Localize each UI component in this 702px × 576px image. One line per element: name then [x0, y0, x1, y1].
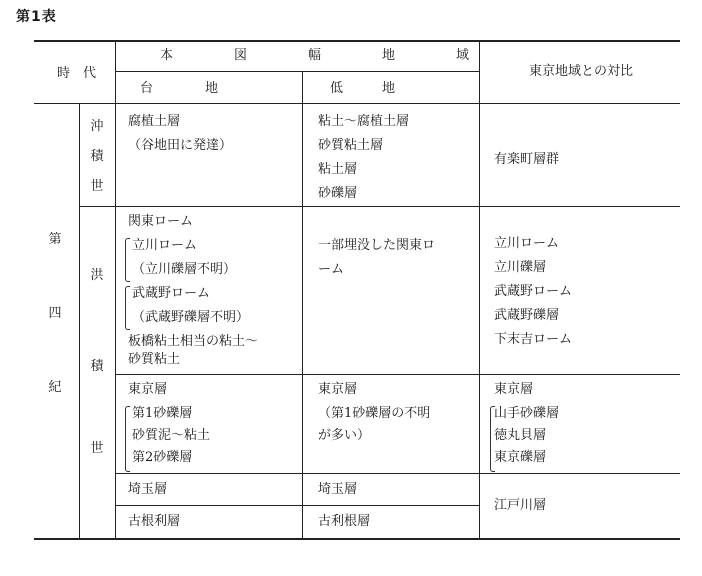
header-lowland: 低 地 — [330, 81, 396, 96]
tokyo-upland-2: 第1砂礫層 — [132, 406, 193, 421]
kanto-upland-2: 立川ローム — [132, 238, 198, 253]
kanto-upland-7: 砂質粘土 — [128, 352, 181, 367]
rule-header-bottom — [34, 103, 680, 104]
edogawa-tokyo: 江戸川層 — [494, 498, 547, 513]
kanto-tokyo-2: 立川礫層 — [494, 260, 547, 275]
rule-top — [34, 40, 680, 42]
furutone-upland: 古根利層 — [128, 514, 181, 529]
bracket-musashino — [125, 286, 130, 330]
holocene-lowland-2: 砂質粘土層 — [318, 138, 384, 153]
holocene-upland-1: 腐植土層 — [128, 114, 181, 129]
table-title: 第1表 — [16, 9, 57, 25]
era-char-2: 四 — [48, 306, 62, 321]
kanto-upland-5: （武蔵野礫層不明） — [132, 310, 250, 325]
tokyo-tokyo-2: 山手砂礫層 — [494, 406, 560, 421]
era-char-1: 第 — [48, 232, 62, 247]
header-upland: 台 地 — [140, 81, 219, 96]
kanto-tokyo-4: 武蔵野礫層 — [494, 308, 560, 323]
header-tokyo: 東京地域との対比 — [528, 64, 633, 79]
holocene-lowland-3: 粘土層 — [318, 162, 358, 177]
kanto-upland-6: 板橋粘土相当の粘土〜 — [128, 334, 259, 349]
holocene-lowland-1: 粘土〜腐植土層 — [318, 114, 410, 129]
rule-v-lowland — [479, 40, 480, 538]
furutone-lowland: 古利根層 — [318, 514, 371, 529]
tokyo-upland-3: 砂質泥〜粘土 — [132, 428, 211, 443]
tokyo-lowland-1: 東京層 — [318, 382, 358, 397]
holocene-upland-2: （谷地田に発達） — [128, 138, 233, 153]
tokyo-lowland-2: （第1砂礫層の不明 — [318, 406, 431, 421]
rule-header-mid — [115, 71, 479, 72]
tokyo-upland-1: 東京層 — [128, 382, 168, 397]
tokyo-lowland-3: が多い） — [318, 428, 371, 443]
header-era: 時 代 — [56, 66, 96, 81]
bracket-tokyo-upland — [125, 406, 130, 472]
bracket-tachikawa — [125, 238, 130, 282]
kanto-lowland-1: 一部埋没した関東ロ — [318, 238, 436, 253]
tokyo-tokyo-1: 東京層 — [494, 382, 534, 397]
tokyo-tokyo-3: 徳丸貝層 — [494, 428, 547, 443]
kanto-tokyo-5: 下末吉ローム — [494, 332, 573, 347]
rule-kanto-bottom — [115, 374, 680, 375]
saitama-lowland: 埼玉層 — [318, 482, 358, 497]
kanto-upland-4: 武蔵野ローム — [132, 286, 211, 301]
header-region: 本 図 幅 地 域 — [160, 48, 494, 63]
holocene-lowland-4: 砂礫層 — [318, 186, 358, 201]
kanto-upland-1: 関東ローム — [128, 214, 194, 229]
rule-holocene-bottom — [79, 206, 680, 207]
rule-v-epoch — [115, 40, 116, 538]
rule-tokyo-bottom — [115, 473, 680, 474]
rule-v-era — [79, 103, 80, 538]
rule-bottom — [34, 538, 680, 540]
tokyo-tokyo-4: 東京礫層 — [494, 450, 547, 465]
rule-saitama-bottom — [115, 505, 479, 506]
kanto-upland-3: （立川礫層不明） — [132, 262, 237, 277]
holocene-char-3: 世 — [90, 179, 104, 194]
holocene-char-1: 沖 — [90, 119, 104, 134]
holocene-char-2: 積 — [90, 149, 104, 164]
era-char-3: 紀 — [48, 380, 62, 395]
pleistocene-char-1: 洪 — [90, 268, 104, 283]
kanto-tokyo-1: 立川ローム — [494, 236, 560, 251]
saitama-upland: 埼玉層 — [128, 482, 168, 497]
rule-v-upland — [302, 72, 303, 538]
tokyo-upland-4: 第2砂礫層 — [132, 450, 193, 465]
pleistocene-char-3: 世 — [90, 441, 104, 456]
kanto-lowland-2: ーム — [318, 262, 345, 277]
kanto-tokyo-3: 武蔵野ローム — [494, 284, 573, 299]
pleistocene-char-2: 積 — [90, 359, 104, 374]
holocene-tokyo-1: 有楽町層群 — [494, 152, 560, 167]
